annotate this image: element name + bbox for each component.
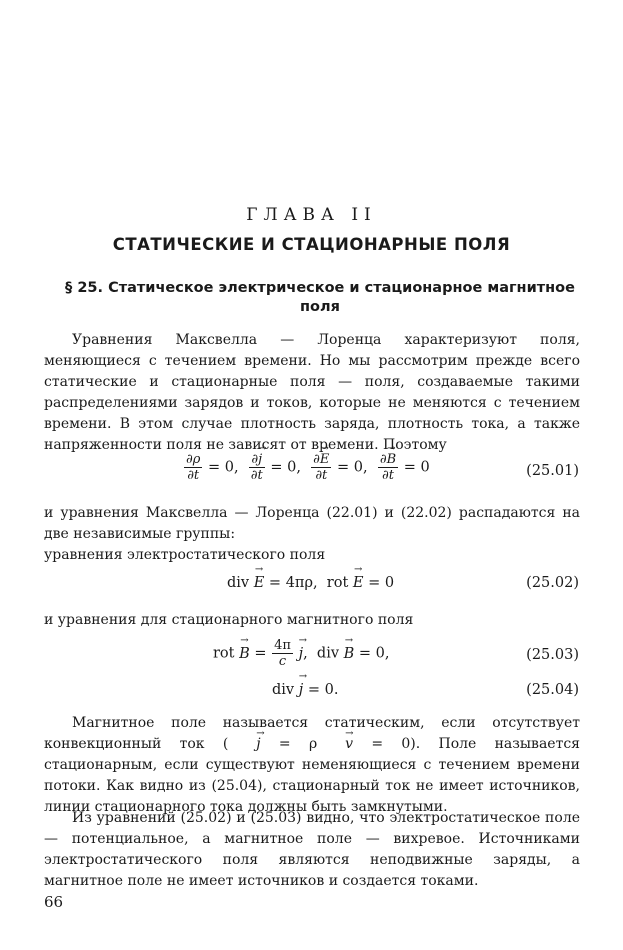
equation-25-01: $\frac{\partial\rho}{\partial t}$ = 0, $\frac{\partial\to j}{\partial t}$ = 0, $\frac{\partial\to E}{\partial t}$ = 0, $\frac{\partial\to B}{\partial t}$ = 0 (25.01) [0, 450, 623, 490]
equation-25-02: div → E = 4πρ, rot → E = 0 (25.02) [0, 570, 623, 610]
paragraph-conclusion: Из уравнений (25.02) и (25.03) видно, что электростатическое поле — потенциальное, а магнитное поле — вихревое. Источниками электростатического поля являются неподвижные заряды, а магнитное поле не имеет источников и создается токами. [44, 810, 580, 889]
chapter-label: ГЛАВА II [246, 205, 377, 225]
paragraph-definitions-rest: . Поле называется стационарным, если существуют неменяющиеся с течением времени потоки. Как видно из (25.04), стационарный ток не имеет источников, линии стационарного тока должны быть замкнутыми. [44, 736, 580, 815]
paragraph-electrostatic: уравнения электростатического поля [44, 547, 326, 563]
chapter-title: СТАТИЧЕСКИЕ И СТАЦИОНАРНЫЕ ПОЛЯ [112, 235, 511, 254]
equation-number: (25.02) [526, 575, 579, 591]
paragraph-split: и уравнения Максвелла — Лоренца (22.01) и (22.02) распадаются на две независимые группы: [44, 505, 580, 542]
paragraph-definitions-start: Магнитное поле называется статическим, если отсутствует конвекционный ток [44, 715, 580, 752]
equation-number: (25.01) [526, 463, 579, 479]
equation-number: (25.04) [526, 682, 579, 698]
paragraph-magnetostatic: и уравнения для стационарного магнитного поля [44, 612, 414, 628]
page-number: 66 [44, 893, 64, 911]
equation-25-03: rot → B = $\frac{4\pi}{c}$ → j, div → B = 0, (25.03) [0, 636, 623, 676]
equation-25-04: div → j = 0. (25.04) [0, 678, 623, 718]
paragraph-definitions: Магнитное поле называется статическим, если отсутствует конвекционный ток (→ j = ρ→ v = 0). Поле называется стационарным, если существуют неменяющиеся с течением времени потоки. Как видно из (25.04), стационарный ток не имеет источников, линии стационарного тока должны быть замкнутыми. [44, 713, 580, 818]
section-title: § 25. Статическое электрическое и стационарное магнитное поля [65, 280, 575, 315]
paragraph-intro: Уравнения Максвелла — Лоренца характеризуют поля, меняющиеся с течением времени. Но мы рассмотрим прежде всего статические и стационарные поля — поля, создаваемые такими распределениями зарядов и токов, которые не меняются с течением времени. В этом случае плотность заряда, плотность тока, а также напряженности поля не зависят от времени. Поэтому [44, 332, 580, 453]
equation-number: (25.03) [526, 647, 579, 663]
